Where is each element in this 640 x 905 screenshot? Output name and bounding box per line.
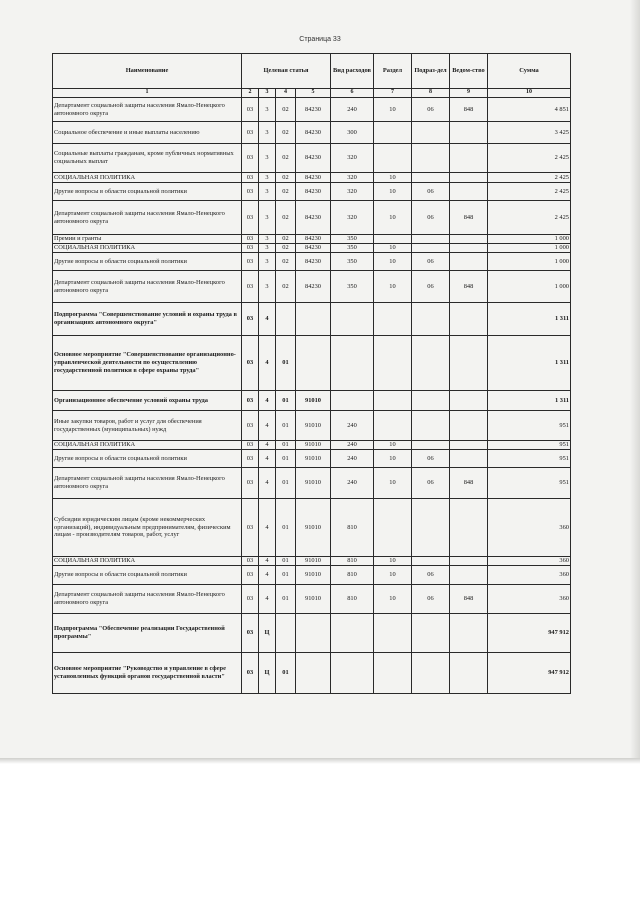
expense-type-cell: 240 [331, 450, 374, 468]
target-code-subprogram: 4 [259, 557, 276, 566]
col-number: 5 [296, 89, 331, 98]
section-cell: 10 [374, 557, 412, 566]
section-cell: 10 [374, 201, 412, 235]
target-code-subprogram: 3 [259, 271, 276, 303]
column-number-row [53, 89, 571, 98]
subsection-cell [412, 653, 450, 694]
table-row [53, 303, 571, 336]
department-cell [450, 614, 488, 653]
row-name-cell: Основное мероприятие "Руководство и управление в сфере установленных функций органов государственной власти" [53, 653, 242, 694]
department-cell [450, 183, 488, 201]
expense-type-cell [331, 303, 374, 336]
target-code-direction: 91010 [296, 585, 331, 614]
target-code-measure: 02 [276, 271, 296, 303]
department-cell [450, 244, 488, 253]
expense-type-cell [331, 391, 374, 411]
amount-cell: 1 000 [488, 235, 571, 244]
expense-type-cell: 320 [331, 183, 374, 201]
section-cell: 10 [374, 183, 412, 201]
amount-cell: 951 [488, 468, 571, 499]
row-name-cell: Подпрограмма "Совершенствование условий и охраны труда в организациях автономного округа" [53, 303, 242, 336]
table-row [53, 566, 571, 585]
subsection-cell: 06 [412, 468, 450, 499]
section-cell [374, 411, 412, 441]
table-row [53, 253, 571, 271]
row-name-cell: Департамент социальной защиты населения Ямало-Ненецкого автономного округа [53, 271, 242, 303]
target-code-measure: 02 [276, 253, 296, 271]
table-row [53, 244, 571, 253]
amount-cell: 1 000 [488, 253, 571, 271]
target-code-program: 03 [242, 391, 259, 411]
target-code-subprogram: 3 [259, 235, 276, 244]
expense-type-cell: 240 [331, 468, 374, 499]
section-cell [374, 653, 412, 694]
row-name-cell: Другие вопросы в области социальной политики [53, 566, 242, 585]
target-code-direction: 84230 [296, 98, 331, 122]
section-cell [374, 391, 412, 411]
target-code-subprogram: 3 [259, 244, 276, 253]
section-cell: 10 [374, 468, 412, 499]
target-code-program: 03 [242, 235, 259, 244]
target-code-program: 03 [242, 441, 259, 450]
target-code-direction: 84230 [296, 183, 331, 201]
target-code-direction: 84230 [296, 173, 331, 183]
target-code-program: 03 [242, 499, 259, 557]
row-name-cell: Основное мероприятие "Совершенствование организационно-управленческой деятельности по осуществлению государственной политики в сфере охраны труда" [53, 336, 242, 391]
target-code-program: 03 [242, 173, 259, 183]
amount-cell: 3 425 [488, 122, 571, 144]
target-code-subprogram: 3 [259, 122, 276, 144]
target-code-subprogram: 3 [259, 173, 276, 183]
expense-type-cell: 810 [331, 566, 374, 585]
subsection-cell: 06 [412, 98, 450, 122]
subsection-cell [412, 557, 450, 566]
header-target: Целевая статья [242, 54, 331, 89]
section-cell: 10 [374, 566, 412, 585]
header-vid: Вид расходов [331, 54, 374, 89]
section-cell [374, 499, 412, 557]
table-row [53, 271, 571, 303]
target-code-program: 03 [242, 566, 259, 585]
department-cell [450, 557, 488, 566]
section-cell [374, 614, 412, 653]
subsection-cell [412, 235, 450, 244]
target-code-direction: 91010 [296, 411, 331, 441]
amount-cell: 1 311 [488, 336, 571, 391]
target-code-direction: 91010 [296, 499, 331, 557]
target-code-program: 03 [242, 271, 259, 303]
target-code-program: 03 [242, 411, 259, 441]
target-code-measure: 01 [276, 336, 296, 391]
department-cell: 848 [450, 585, 488, 614]
expense-type-cell: 320 [331, 173, 374, 183]
target-code-program: 03 [242, 653, 259, 694]
table-row [53, 391, 571, 411]
target-code-measure: 02 [276, 244, 296, 253]
target-code-program: 03 [242, 98, 259, 122]
expense-type-cell: 240 [331, 411, 374, 441]
row-name-cell: Департамент социальной защиты населения Ямало-Ненецкого автономного округа [53, 201, 242, 235]
target-code-direction [296, 653, 331, 694]
table-row [53, 614, 571, 653]
subsection-cell: 06 [412, 201, 450, 235]
subsection-cell [412, 441, 450, 450]
department-cell [450, 450, 488, 468]
target-code-measure: 01 [276, 653, 296, 694]
table-row [53, 201, 571, 235]
expense-type-cell: 350 [331, 253, 374, 271]
section-cell [374, 303, 412, 336]
amount-cell: 1 000 [488, 271, 571, 303]
target-code-measure: 02 [276, 173, 296, 183]
row-name-cell: Социальное обеспечение и иные выплаты населению [53, 122, 242, 144]
subsection-cell: 06 [412, 253, 450, 271]
amount-cell: 951 [488, 450, 571, 468]
row-name-cell: Подпрограмма "Обеспечение реализации Государственной программы" [53, 614, 242, 653]
department-cell: 848 [450, 468, 488, 499]
target-code-program: 03 [242, 244, 259, 253]
target-code-subprogram: 3 [259, 144, 276, 173]
department-cell [450, 144, 488, 173]
target-code-direction [296, 303, 331, 336]
subsection-cell [412, 391, 450, 411]
expense-type-cell: 320 [331, 144, 374, 173]
target-code-program: 03 [242, 122, 259, 144]
col-number: 10 [488, 89, 571, 98]
col-number: 1 [53, 89, 242, 98]
subsection-cell [412, 411, 450, 441]
row-name-cell: СОЦИАЛЬНАЯ ПОЛИТИКА [53, 173, 242, 183]
target-code-direction: 91010 [296, 557, 331, 566]
header-summa: Сумма [488, 54, 571, 89]
target-code-program: 03 [242, 557, 259, 566]
row-name-cell: Организационное обеспечение условий охраны труда [53, 391, 242, 411]
table-row [53, 585, 571, 614]
expense-type-cell [331, 614, 374, 653]
col-number: 3 [259, 89, 276, 98]
target-code-direction: 84230 [296, 244, 331, 253]
department-cell [450, 653, 488, 694]
target-code-subprogram: 4 [259, 391, 276, 411]
amount-cell: 951 [488, 411, 571, 441]
section-cell: 10 [374, 173, 412, 183]
section-cell [374, 336, 412, 391]
expense-type-cell: 810 [331, 585, 374, 614]
col-number: 8 [412, 89, 450, 98]
department-cell: 848 [450, 98, 488, 122]
target-code-measure: 01 [276, 499, 296, 557]
target-code-direction: 91010 [296, 391, 331, 411]
amount-cell: 2 425 [488, 144, 571, 173]
subsection-cell [412, 499, 450, 557]
expense-type-cell: 810 [331, 499, 374, 557]
amount-cell: 2 425 [488, 201, 571, 235]
department-cell [450, 336, 488, 391]
target-code-direction: 91010 [296, 450, 331, 468]
table-row [53, 411, 571, 441]
target-code-measure: 01 [276, 557, 296, 566]
header-podrazdel: Подраз-дел [412, 54, 450, 89]
col-number: 2 [242, 89, 259, 98]
col-number: 6 [331, 89, 374, 98]
department-cell [450, 499, 488, 557]
subsection-cell: 06 [412, 566, 450, 585]
target-code-direction: 84230 [296, 144, 331, 173]
target-code-measure: 02 [276, 201, 296, 235]
amount-cell: 360 [488, 585, 571, 614]
budget-table [52, 53, 571, 694]
table-row [53, 98, 571, 122]
subsection-cell [412, 303, 450, 336]
target-code-subprogram: 4 [259, 468, 276, 499]
target-code-direction: 84230 [296, 201, 331, 235]
target-code-program: 03 [242, 585, 259, 614]
department-cell [450, 122, 488, 144]
target-code-measure: 01 [276, 411, 296, 441]
amount-cell: 4 851 [488, 98, 571, 122]
amount-cell: 947 912 [488, 653, 571, 694]
target-code-program: 03 [242, 183, 259, 201]
amount-cell: 1 311 [488, 391, 571, 411]
row-name-cell: Премии и гранты [53, 235, 242, 244]
table-row [53, 336, 571, 391]
section-cell: 10 [374, 441, 412, 450]
department-cell [450, 303, 488, 336]
section-cell: 10 [374, 450, 412, 468]
target-code-subprogram: 4 [259, 411, 276, 441]
table-row [53, 122, 571, 144]
amount-cell: 2 425 [488, 173, 571, 183]
subsection-cell [412, 122, 450, 144]
expense-type-cell: 810 [331, 557, 374, 566]
target-code-measure: 02 [276, 98, 296, 122]
row-name-cell: Социальные выплаты гражданам, кроме публичных нормативных социальных выплат [53, 144, 242, 173]
target-code-direction: 84230 [296, 235, 331, 244]
expense-type-cell: 350 [331, 271, 374, 303]
section-cell: 10 [374, 98, 412, 122]
row-name-cell: Другие вопросы в области социальной политики [53, 450, 242, 468]
target-code-direction [296, 336, 331, 391]
expense-type-cell [331, 653, 374, 694]
department-cell [450, 391, 488, 411]
table-row [53, 441, 571, 450]
target-code-measure: 01 [276, 441, 296, 450]
page-number: Страница 33 [299, 36, 341, 43]
target-code-direction: 84230 [296, 122, 331, 144]
row-name-cell: СОЦИАЛЬНАЯ ПОЛИТИКА [53, 441, 242, 450]
subsection-cell: 06 [412, 183, 450, 201]
amount-cell: 1 000 [488, 244, 571, 253]
target-code-measure [276, 303, 296, 336]
expense-type-cell: 300 [331, 122, 374, 144]
target-code-measure: 02 [276, 122, 296, 144]
target-code-program: 03 [242, 614, 259, 653]
amount-cell: 1 311 [488, 303, 571, 336]
subsection-cell [412, 614, 450, 653]
table-row [53, 499, 571, 557]
target-code-program: 03 [242, 468, 259, 499]
target-code-subprogram: 3 [259, 183, 276, 201]
row-name-cell: Другие вопросы в области социальной политики [53, 183, 242, 201]
subsection-cell: 06 [412, 450, 450, 468]
department-cell [450, 173, 488, 183]
subsection-cell [412, 173, 450, 183]
target-code-program: 03 [242, 253, 259, 271]
target-code-subprogram: 4 [259, 585, 276, 614]
subsection-cell [412, 336, 450, 391]
expense-type-cell [331, 336, 374, 391]
expense-type-cell: 350 [331, 244, 374, 253]
target-code-subprogram: 4 [259, 441, 276, 450]
expense-type-cell: 320 [331, 201, 374, 235]
expense-type-cell: 350 [331, 235, 374, 244]
header-razdel: Раздел [374, 54, 412, 89]
target-code-program: 03 [242, 450, 259, 468]
target-code-program: 03 [242, 144, 259, 173]
amount-cell: 360 [488, 557, 571, 566]
department-cell: 848 [450, 271, 488, 303]
target-code-program: 03 [242, 303, 259, 336]
col-number: 7 [374, 89, 412, 98]
row-name-cell: СОЦИАЛЬНАЯ ПОЛИТИКА [53, 244, 242, 253]
target-code-measure: 02 [276, 183, 296, 201]
target-code-subprogram: 4 [259, 499, 276, 557]
section-cell: 10 [374, 244, 412, 253]
row-name-cell: Департамент социальной защиты населения Ямало-Ненецкого автономного округа [53, 585, 242, 614]
page-shadow [630, 0, 640, 762]
page-edge [0, 758, 640, 764]
table-row [53, 183, 571, 201]
target-code-subprogram: Ц [259, 653, 276, 694]
section-cell [374, 122, 412, 144]
section-cell [374, 144, 412, 173]
department-cell [450, 441, 488, 450]
target-code-direction: 91010 [296, 468, 331, 499]
target-code-measure: 01 [276, 391, 296, 411]
section-cell [374, 235, 412, 244]
target-code-measure: 01 [276, 566, 296, 585]
col-number: 4 [276, 89, 296, 98]
subsection-cell [412, 144, 450, 173]
table-row [53, 468, 571, 499]
target-code-subprogram: 3 [259, 201, 276, 235]
amount-cell: 360 [488, 499, 571, 557]
table-row [53, 144, 571, 173]
table-row [53, 557, 571, 566]
row-name-cell: Департамент социальной защиты населения Ямало-Ненецкого автономного округа [53, 468, 242, 499]
expense-type-cell: 240 [331, 441, 374, 450]
header-row [53, 54, 571, 89]
section-cell: 10 [374, 585, 412, 614]
expense-type-cell: 240 [331, 98, 374, 122]
target-code-measure: 02 [276, 235, 296, 244]
row-name-cell: СОЦИАЛЬНАЯ ПОЛИТИКА [53, 557, 242, 566]
target-code-measure: 01 [276, 450, 296, 468]
department-cell [450, 235, 488, 244]
row-name-cell: Иные закупки товаров, работ и услуг для обеспечения государственных (муниципальных) нужд [53, 411, 242, 441]
target-code-measure: 02 [276, 144, 296, 173]
target-code-subprogram: 4 [259, 566, 276, 585]
target-code-direction: 91010 [296, 441, 331, 450]
amount-cell: 951 [488, 441, 571, 450]
subsection-cell [412, 244, 450, 253]
department-cell: 848 [450, 201, 488, 235]
header-name: Наименование [53, 54, 242, 89]
department-cell [450, 253, 488, 271]
target-code-program: 03 [242, 201, 259, 235]
row-name-cell: Другие вопросы в области социальной политики [53, 253, 242, 271]
amount-cell: 947 912 [488, 614, 571, 653]
table-row [53, 235, 571, 244]
col-number: 9 [450, 89, 488, 98]
subsection-cell: 06 [412, 271, 450, 303]
target-code-direction: 84230 [296, 271, 331, 303]
target-code-subprogram: 4 [259, 336, 276, 391]
table-row [53, 450, 571, 468]
target-code-subprogram: 4 [259, 303, 276, 336]
target-code-direction: 84230 [296, 253, 331, 271]
section-cell: 10 [374, 271, 412, 303]
department-cell [450, 566, 488, 585]
table-row [53, 173, 571, 183]
table-row [53, 653, 571, 694]
row-name-cell: Департамент социальной защиты населения Ямало-Ненецкого автономного округа [53, 98, 242, 122]
header-vedomstvo: Ведом-ство [450, 54, 488, 89]
target-code-subprogram: 3 [259, 98, 276, 122]
table-body [53, 98, 571, 694]
target-code-program: 03 [242, 336, 259, 391]
target-code-subprogram: Ц [259, 614, 276, 653]
target-code-direction: 91010 [296, 566, 331, 585]
section-cell: 10 [374, 253, 412, 271]
target-code-subprogram: 4 [259, 450, 276, 468]
target-code-subprogram: 3 [259, 253, 276, 271]
row-name-cell: Субсидии юридическим лицам (кроме некоммерческих организаций), индивидуальным предпринимателям, физическим лицам - производителям товаров, работ, услуг [53, 499, 242, 557]
target-code-measure: 01 [276, 468, 296, 499]
subsection-cell: 06 [412, 585, 450, 614]
target-code-measure [276, 614, 296, 653]
department-cell [450, 411, 488, 441]
target-code-measure: 01 [276, 585, 296, 614]
amount-cell: 2 425 [488, 183, 571, 201]
target-code-direction [296, 614, 331, 653]
amount-cell: 360 [488, 566, 571, 585]
